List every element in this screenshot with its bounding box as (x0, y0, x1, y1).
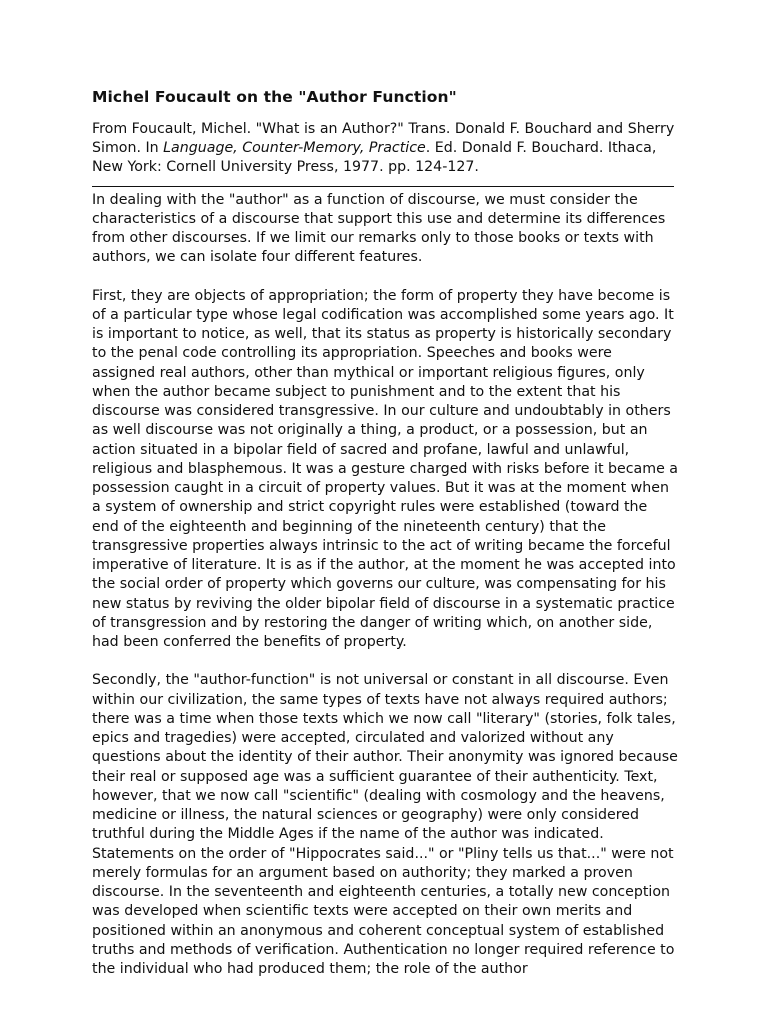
horizontal-divider (92, 186, 674, 187)
document-page (92, 86, 678, 979)
citation-lead: From Foucault, Michel. "What is an Author?" Trans. Donald F. Bouchard and Sherry Simon. In (92, 121, 675, 157)
document-title: Michel Foucault on the "Author Function" (92, 88, 457, 106)
paragraph-intro: In dealing with the "author" as a function of discourse, we must consider the characteristics of a discourse that support this use and determine its differences from other discourses. If we limit our remarks only to those books or texts with authors, we can isolate four different features. (92, 191, 666, 266)
citation-book-title: Language, Counter-Memory, Practice (163, 140, 426, 157)
citation-tail: . Ed. Donald F. Bouchard. Ithaca, New York: Cornell University Press, 1977. pp. 124-127. (92, 140, 657, 176)
paragraph-author-function: Secondly, the "author-function" is not universal or constant in all discourse. Even within our civilization, the same types of texts have not always required authors; there was a time when those texts which we now call "literary" (stories, folk tales, epics and tragedies) were accepted, circulated and valorized without any questions about the identity of their author. Their anonymity was ignored because their real or supposed age was a sufficient guarantee of their authenticity. Text, however, that we now call "scientific" (dealing with cosmology and the heavens, medicine or illness, the natural sciences or geography) were only considered truthful during the Middle Ages if the name of the author was indicated. Statements on the order of "Hippocrates said..." or "Pliny tells us that..." were not merely formulas for an argument based on authority; they marked a proven discourse. In the seventeenth and eighteenth centuries, a totally new conception was developed when scientific texts were accepted on their own merits and positioned within an anonymous and coherent conceptual system of established truths and methods of verification. Authentication no longer required reference to the individual who had produced them; the role of the author (92, 672, 678, 978)
paragraph-appropriation: First, they are objects of appropriation; the form of property they have become is of a particular type whose legal codification was accomplished some years ago. It is important to notice, as well, that its status as property is historically secondary to the penal code controlling its appropriation. Speeches and books were assigned real authors, other than mythical or important religious figures, only when the author became subject to punishment and to the extent that his discourse was considered transgressive. In our culture and undoubtably in others as well discourse was not originally a thing, a product, or a possession, but an action situated in a bipolar field of sacred and profane, lawful and unlawful, religious and blasphemous. It was a gesture charged with risks before it became a possession caught in a circuit of property values. But it was at the moment when a system of ownership and strict copyright rules were established (toward the end of the eighteenth and beginning of the nineteenth century) that the transgressive properties always intrinsic to the act of writing became the forceful imperative of literature. It is as if the author, at the moment he was accepted into the social order of property which governs our culture, was compensating for his new status by reviving the older bipolar field of discourse in a systematic practice of transgression and by restoring the danger of writing which, on another side, had been conferred the benefits of property. (92, 287, 678, 651)
citation (92, 120, 678, 186)
